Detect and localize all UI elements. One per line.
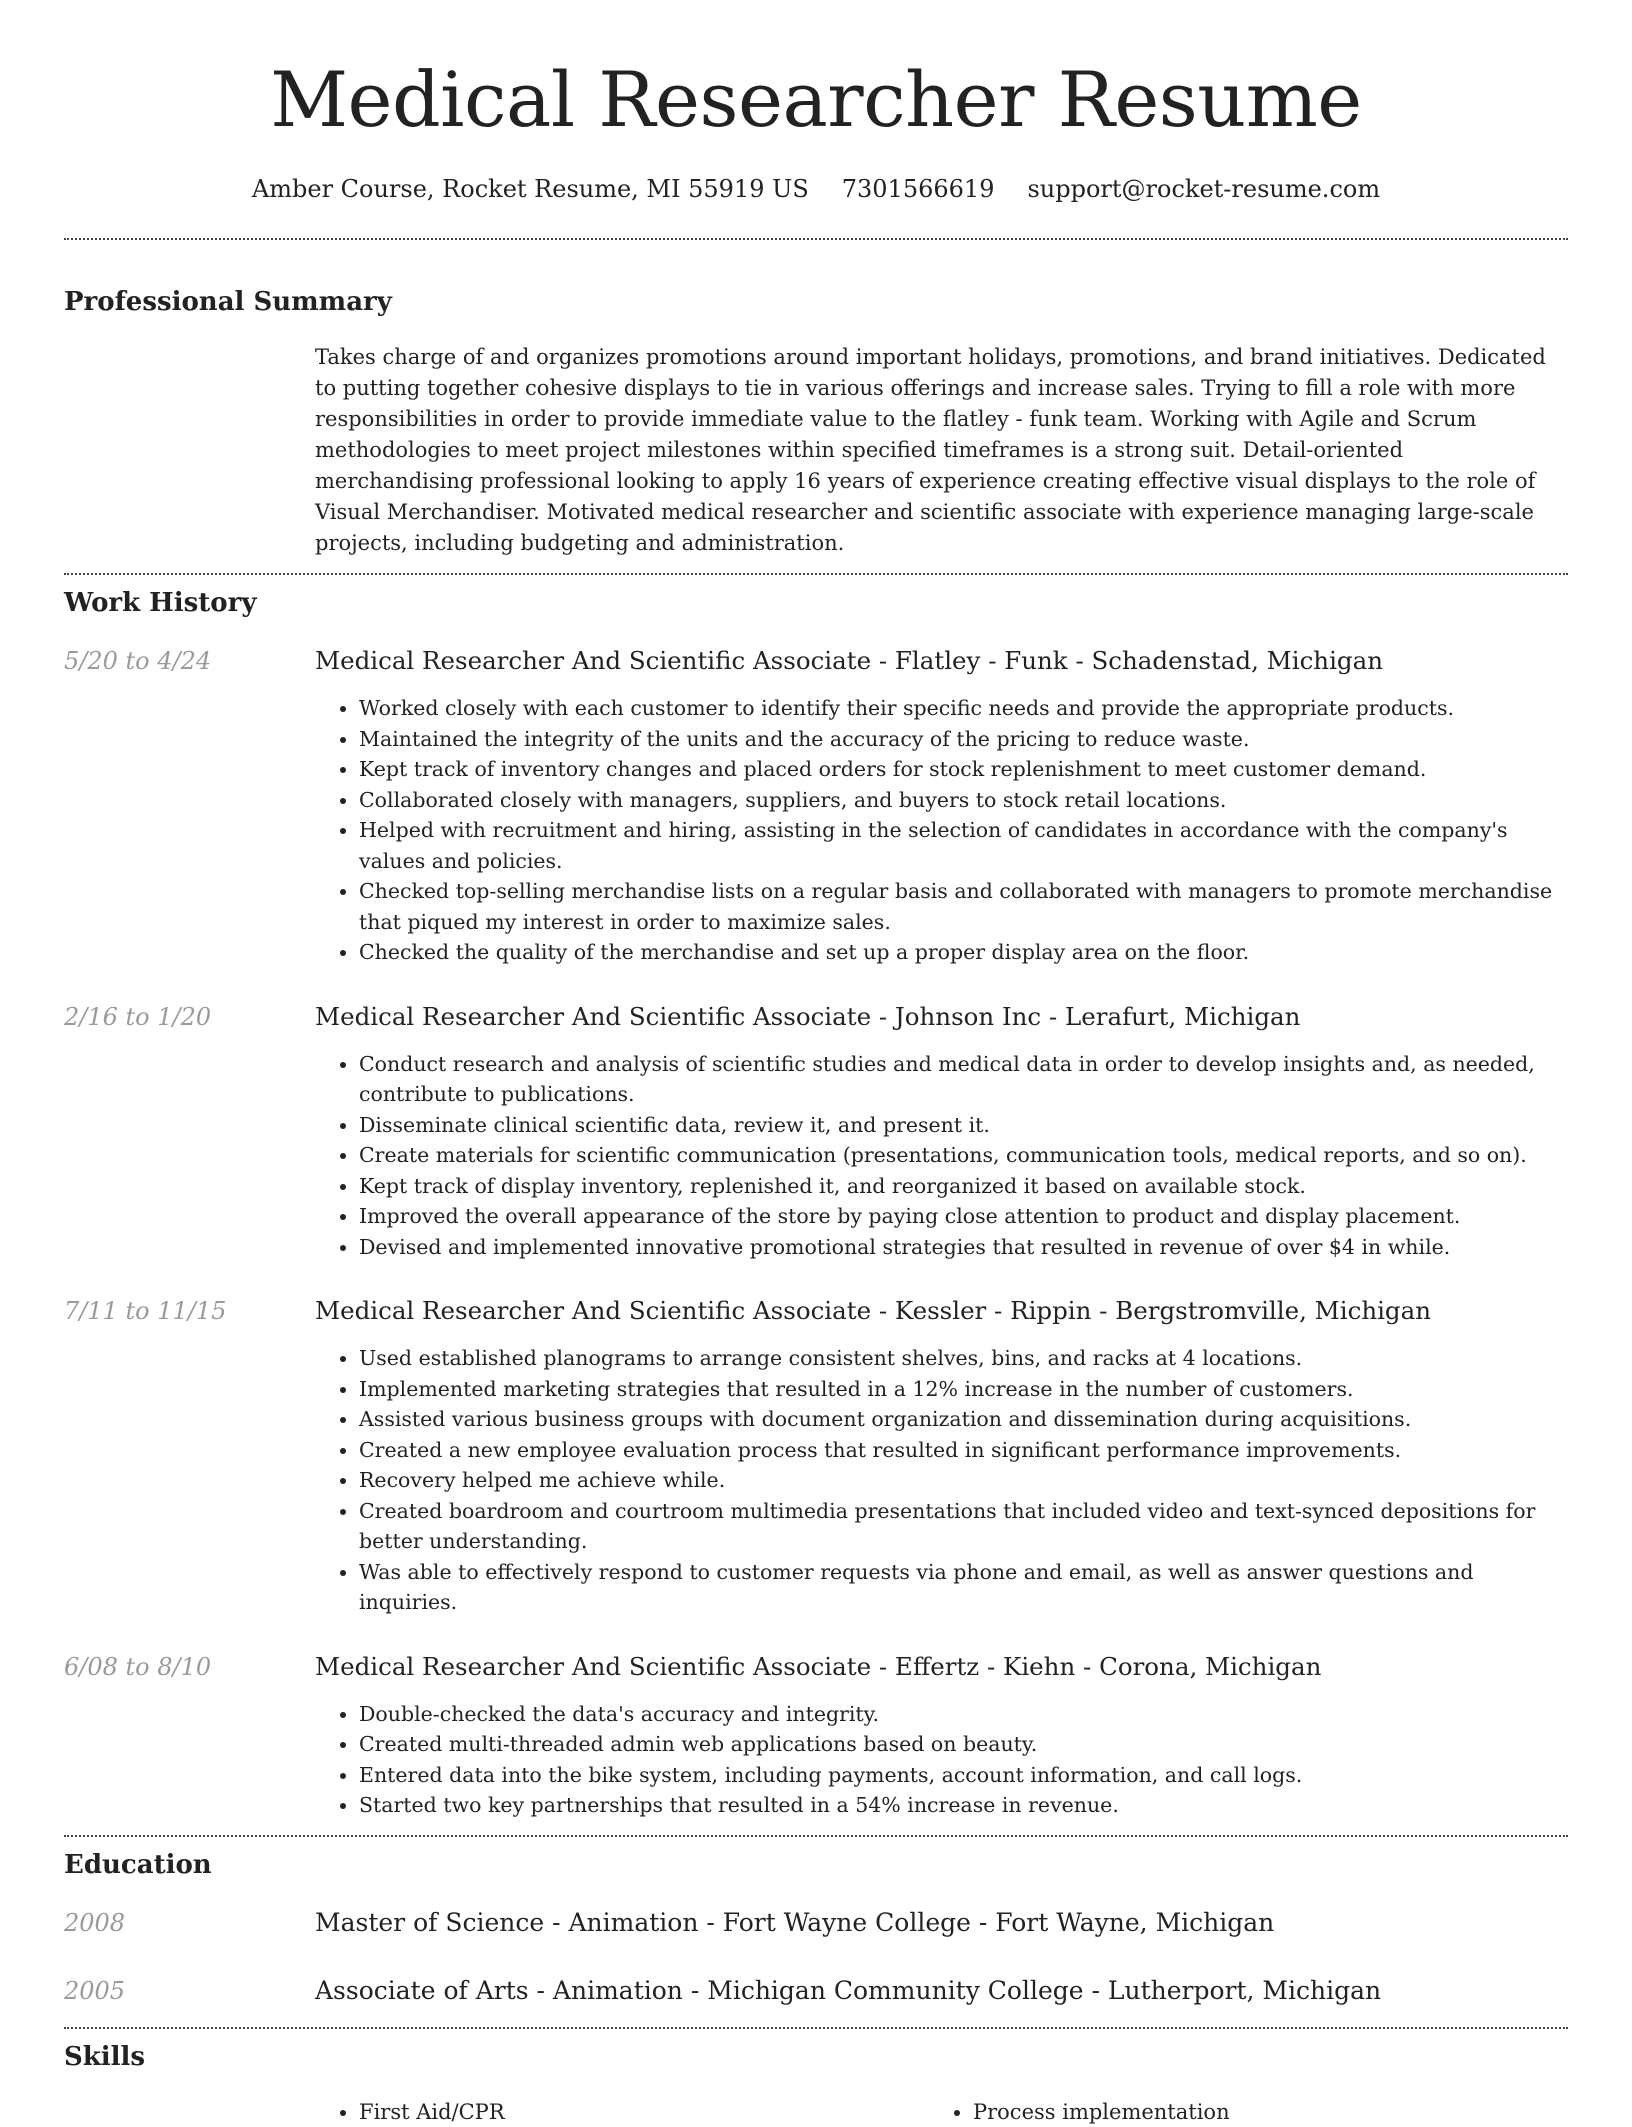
job-entry — [64, 1001, 1568, 1263]
job-dates: 2/16 to 1/20 — [64, 1002, 212, 1031]
job-title: Medical Researcher And Scientific Associate - Flatley - Funk - Schadenstad, Michigan — [315, 646, 1383, 675]
job-body — [315, 645, 1568, 968]
job-bullet: • Was able to effectively respond to customer requests via phone and email, as well as answer questions and inquiries. — [359, 1557, 1568, 1618]
job-entry — [64, 1651, 1568, 1821]
divider — [64, 238, 1568, 240]
job-bullet: • Created boardroom and courtroom multimedia presentations that included video and text-synced depositions for better understanding. — [359, 1496, 1568, 1557]
education-title: Associate of Arts - Animation - Michigan Community College - Lutherport, Michigan — [315, 1975, 1382, 2005]
job-title: Medical Researcher And Scientific Associate - Kessler - Rippin - Bergstromville, Michigan — [315, 1296, 1432, 1325]
section-heading-skills: Skills — [64, 2041, 146, 2072]
contact-phone: 7301566619 — [841, 175, 995, 203]
job-bullet: • Double-checked the data's accuracy and integrity. — [359, 1699, 1568, 1730]
job-bullet: • Checked the quality of the merchandise and set up a proper display area on the floor. — [359, 937, 1568, 968]
skill-item: • First Aid/CPR — [359, 2097, 929, 2127]
contact-address: Amber Course, Rocket Resume, MI 55919 US — [251, 175, 809, 203]
job-title: Medical Researcher And Scientific Associate - Effertz - Kiehn - Corona, Michigan — [315, 1651, 1322, 1681]
job-entry — [64, 645, 1568, 968]
education-year: 2005 — [64, 1976, 126, 2005]
job-bullets — [315, 1699, 1568, 1821]
education-title: Master of Science - Animation - Fort Wayne College - Fort Wayne, Michigan — [315, 1907, 1275, 1937]
job-bullet: • Started two key partnerships that resulted in a 54% increase in revenue. — [359, 1790, 1568, 1821]
job-bullet: • Created multi-threaded admin web applications based on beauty. — [359, 1729, 1568, 1760]
job-dates: 6/08 to 8/10 — [64, 1652, 212, 1681]
section-heading-summary: Professional Summary — [64, 287, 392, 317]
divider — [64, 573, 1568, 575]
contact-email[interactable]: support@rocket-resume.com — [1027, 175, 1381, 203]
job-bullet: • Used established planograms to arrange consistent shelves, bins, and racks at 4 locations. — [359, 1343, 1568, 1374]
section-heading-education: Education — [64, 1849, 212, 1880]
divider — [64, 1835, 1568, 1837]
summary-text: Takes charge of and organizes promotions around important holidays, promotions, and brand initiatives. Dedicated to putting together cohesive displays to tie in various offerings and increase sales. Trying to fill a role with more responsibilities in order to provide immediate value to the flatley - funk team. Working with Agile and Scrum methodologies to meet project milestones within specified timeframes is a strong suit. Detail-oriented merchandising professional looking to apply 16 years of experience creating effective visual displays to the role of Visual Merchandiser. Motivated medical researcher and scientific associate with experience managing large-scale projects, including budgeting and administration. — [315, 345, 1546, 555]
education-list — [64, 1907, 1568, 2007]
divider — [64, 2027, 1568, 2029]
job-bullet: • Implemented marketing strategies that resulted in a 12% increase in the number of customers. — [359, 1374, 1568, 1405]
section-heading-work: Work History — [64, 588, 257, 618]
job-bullet: • Recovery helped me achieve while. — [359, 1465, 1568, 1496]
job-bullet: • Maintained the integrity of the units and the accuracy of the pricing to reduce waste. — [359, 724, 1568, 755]
job-bullet: • Collaborated closely with managers, suppliers, and buyers to stock retail locations. — [359, 785, 1568, 816]
education-entry — [64, 1975, 1568, 2007]
job-bullet: • Checked top-selling merchandise lists on a regular basis and collaborated with managers to promote merchandise that piqued my interest in order to maximize sales. — [359, 876, 1568, 937]
job-bullet: • Helped with recruitment and hiring, assisting in the selection of candidates in accordance with the company's values and policies. — [359, 815, 1568, 876]
job-bullet: • Worked closely with each customer to identify their specific needs and provide the appropriate products. — [359, 693, 1568, 724]
job-bullets — [315, 1049, 1568, 1263]
job-bullet: • Kept track of inventory changes and placed orders for stock replenishment to meet customer demand. — [359, 754, 1568, 785]
job-bullet: • Devised and implemented innovative promotional strategies that resulted in revenue of over $4 in while. — [359, 1232, 1568, 1263]
job-list — [64, 645, 1568, 1821]
education-entry — [64, 1907, 1568, 1939]
job-bullets — [315, 1343, 1568, 1618]
job-bullet: • Improved the overall appearance of the store by paying close attention to product and display placement. — [359, 1201, 1568, 1232]
job-entry — [64, 1295, 1568, 1618]
contact-line — [64, 174, 1568, 204]
skills-section — [64, 2041, 1568, 2127]
job-body — [315, 1001, 1568, 1263]
job-title: Medical Researcher And Scientific Associate - Johnson Inc - Lerafurt, Michigan — [315, 1001, 1301, 1031]
skill-item: • Process implementation — [973, 2097, 1230, 2127]
job-bullet: • Assisted various business groups with document organization and dissemination during acquisitions. — [359, 1404, 1568, 1435]
education-year: 2008 — [64, 1908, 126, 1937]
education-section — [64, 1849, 1568, 2007]
job-bullet: • Entered data into the bike system, including payments, account information, and call logs. — [359, 1760, 1568, 1791]
job-dates: 5/20 to 4/24 — [64, 647, 212, 675]
summary-section — [64, 286, 1568, 559]
work-history-section — [64, 587, 1568, 1821]
job-dates: 7/11 to 11/15 — [64, 1297, 227, 1325]
job-bullet: • Create materials for scientific communication (presentations, communication tools, medical reports, and so on). — [359, 1140, 1568, 1171]
job-body — [315, 1651, 1568, 1821]
job-bullets — [315, 693, 1568, 968]
job-bullet: • Disseminate clinical scientific data, review it, and present it. — [359, 1110, 1568, 1141]
job-bullet: • Conduct research and analysis of scientific studies and medical data in order to develop insights and, as needed, contribute to publications. — [359, 1049, 1568, 1110]
job-bullet: • Kept track of display inventory, replenished it, and reorganized it based on available stock. — [359, 1171, 1568, 1202]
job-bullet: • Created a new employee evaluation process that resulted in significant performance improvements. — [359, 1435, 1568, 1466]
resume-title: Medical Researcher Resume — [270, 55, 1362, 144]
job-body — [315, 1295, 1568, 1618]
